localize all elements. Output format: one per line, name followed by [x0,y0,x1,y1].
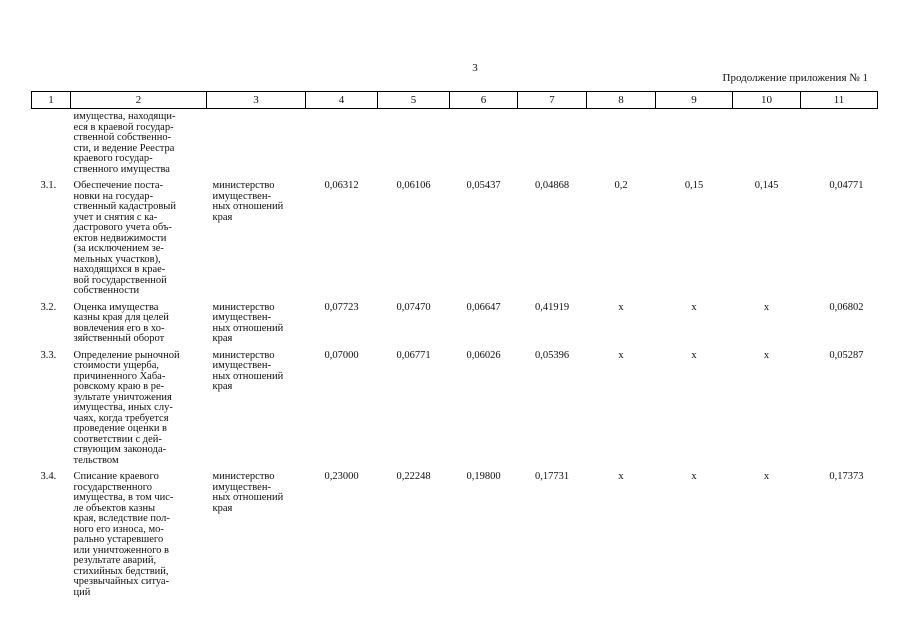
cell-name: имущества, находящи- еся в краевой государ- ственной собственно- сти, и ведение Реестра краевого государ- ственного имущества [73,111,176,175]
header-cell: 1 [32,92,71,109]
cell-value: х [691,301,697,313]
cell-value: х [618,471,624,482]
cell-value: 0,145 [754,180,779,191]
table-row [32,348,878,470]
header-cell: 10 [733,92,801,109]
header-cell: 6 [450,92,518,109]
cell-value: 0,06026 [466,349,501,361]
cell-value: х [763,349,770,361]
cell-value: 0,2 [614,180,628,191]
cell-num: 3.4. [40,471,57,482]
cell-value: 0,06771 [396,349,431,361]
cell-executor: министерство имуществен- ных отношений края [212,301,284,344]
table-row [32,178,878,300]
header-cell: 7 [518,92,587,109]
cell-value: 0,06647 [466,301,501,313]
cell-value: 0,05437 [466,180,501,191]
cell-value: 0,06312 [324,180,359,191]
cell-value: х [763,471,770,482]
header-cell: 9 [656,92,733,109]
cell-num [32,109,71,179]
cell-executor: министерство имуществен- ных отношений края [212,180,284,223]
cell-executor: министерство имуществен- ных отношений края [212,471,284,514]
cell-name: Оценка имущества казны края для целей вовлечения его в хо- зяйственный оборот [73,301,169,344]
cell-value: 0,04771 [829,180,864,191]
cell-value: 0,05287 [829,349,864,361]
cell-value: х [618,349,624,361]
table-row [32,300,878,348]
header-cell: 11 [801,92,878,109]
cell-name: Определение рыночной стоимости ущерба, причиненного Хаба- ровскому краю в ре- зультате уничтожения имущества, иных слу- чаях, когда требуется проведение оценки в соответствии с дей- ствующим законода- тельством [73,349,180,466]
cell-num: 3.1. [40,180,57,191]
table-row-continued [32,109,878,179]
cell-value: 0,19800 [466,471,501,482]
cell-value: 0,04868 [534,180,570,191]
cell-value: 0,41919 [534,301,570,313]
header-cell: 2 [71,92,207,109]
cell-name: Обеспечение поста- новки на государ- ственный кадастровый учет и снятия с ка- дастрового учета объ- ектов недвижимости (за исключением зе- мельных участков), находящихся в крае- вой государственной собственности [73,180,176,296]
cell-value: 0,06802 [829,301,864,313]
cell-value: 0,07723 [324,301,359,313]
header-cell: 3 [207,92,306,109]
header-cell: 4 [306,92,378,109]
cell-value: 0,07470 [396,301,431,313]
cell-value: 0,07000 [324,349,359,361]
cell-value: 0,17731 [534,471,570,482]
cell-value: 0,17373 [829,471,864,482]
header-cell: 5 [378,92,450,109]
cell-num: 3.3. [40,349,57,361]
cell-executor: министерство имуществен- ных отношений края [212,349,284,392]
continuation-label: Продолжение приложения № 1 [722,72,868,84]
cell-value: х [691,471,697,482]
cell-value: х [763,301,770,313]
appendix-table [31,91,878,601]
cell-value: 0,15 [684,180,704,191]
cell-num: 3.2. [40,301,57,313]
cell-name: Списание краевого государственного имущества, в том чис- ле объектов казны края, вследствие пол- ного его износа, мо- рально устаревшего или уничтоженного в результате аварий, стихийных бедствий, чрезвычайных ситуа- ций [73,471,174,598]
cell-value: х [691,349,697,361]
cell-value: 0,23000 [324,471,359,482]
header-cell: 8 [587,92,656,109]
cell-value: х [618,301,624,313]
page-number: 3 [472,62,478,74]
table-row [32,469,878,601]
header-row [32,92,878,109]
cell-value: 0,22248 [396,471,431,482]
cell-value: 0,06106 [396,180,431,191]
cell-value: 0,05396 [534,349,570,361]
